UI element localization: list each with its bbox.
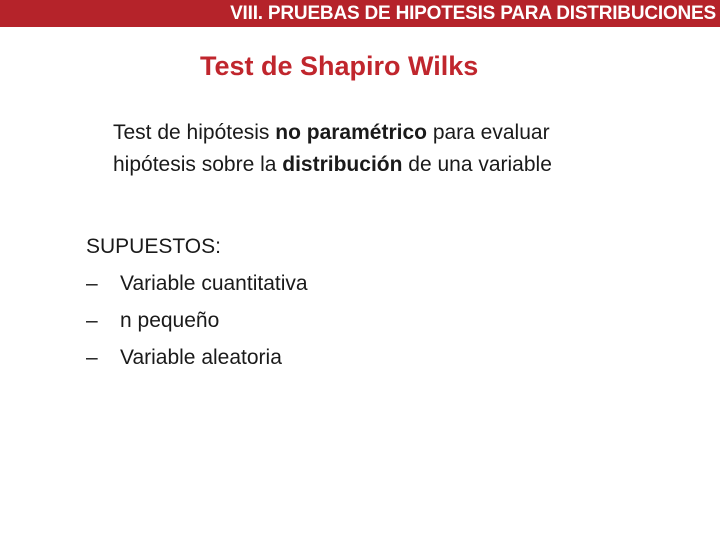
intro-emphasis: distribución	[282, 153, 403, 176]
list-item	[86, 302, 308, 339]
list-item-label: n pequeño	[120, 309, 220, 332]
section-title: VIII. PRUEBAS DE HIPOTESIS PARA DISTRIBUCIONES	[230, 2, 716, 24]
intro-text: hipótesis sobre la	[113, 153, 283, 176]
list-item	[86, 265, 308, 302]
intro-text: para evaluar	[426, 121, 550, 144]
intro-text: de una variable	[402, 153, 552, 176]
intro-paragraph	[113, 117, 673, 181]
slide-title: Test de Shapiro Wilks	[200, 51, 479, 81]
list-item-label: Variable aleatoria	[120, 346, 282, 369]
dash-bullet-icon: –	[86, 309, 98, 332]
intro-emphasis: no paramétrico	[275, 121, 427, 144]
dash-bullet-icon: –	[86, 346, 98, 369]
assumptions-list	[86, 228, 308, 376]
intro-line-2	[113, 149, 673, 181]
list-item-label: Variable cuantitativa	[120, 272, 308, 295]
list-item	[86, 339, 308, 376]
intro-line-1	[113, 117, 673, 149]
intro-text: Test de hipótesis	[113, 121, 276, 144]
section-header-bar	[0, 0, 720, 27]
assumptions-heading: SUPUESTOS:	[86, 235, 221, 258]
dash-bullet-icon: –	[86, 272, 98, 295]
